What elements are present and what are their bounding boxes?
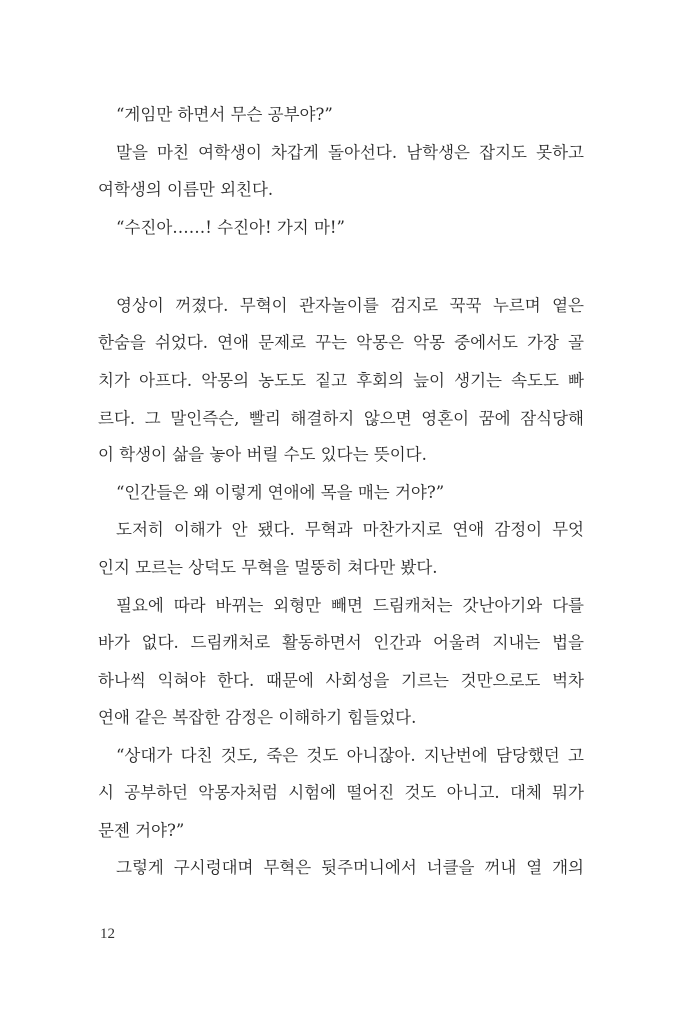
text-line: 연애 같은 복잡한 감정은 이해하기 힘들었다. <box>98 708 417 727</box>
text-line: “인간들은 왜 이렇게 연애에 목을 매는 거야?” <box>116 483 445 502</box>
text-line: “상대가 다친 것도, 죽은 것도 아니잖아. 지난번에 담당했던 고 <box>116 746 584 765</box>
text-line: 한숨을 쉬었다. 연애 문제로 꾸는 악몽은 악몽 중에서도 가장 골 <box>98 333 584 352</box>
text-line: 바가 없다. 드림캐처로 활동하면서 인간과 어울려 지내는 법을 <box>98 633 584 652</box>
text-line: 이 학생이 삶을 놓아 버릴 수도 있다는 뜻이다. <box>98 445 427 464</box>
text-line: 그렇게 구시렁대며 무혁은 뒷주머니에서 너클을 꺼내 열 개의 <box>116 858 584 877</box>
text-line: 여학생의 이름만 외친다. <box>98 180 274 199</box>
text-line: 하나씩 익혀야 한다. 때문에 사회성을 기르는 것만으로도 벅차 <box>98 671 584 690</box>
text-line: 문젠 거야?” <box>98 821 185 840</box>
text-line: “수진아……! 수진아! 가지 마!” <box>116 218 345 237</box>
text-line: “게임만 하면서 무슨 공부야?” <box>116 105 333 124</box>
text-line: 시 공부하던 악몽자처럼 시험에 떨어진 것도 아니고. 대체 뭐가 <box>98 783 584 802</box>
text-line: 영상이 꺼졌다. 무혁이 관자놀이를 검지로 꾹꾹 누르며 옅은 <box>116 296 584 315</box>
page-number: 12 <box>100 926 115 942</box>
text-line: 필요에 따라 바뀌는 외형만 빼면 드림캐처는 갓난아기와 다를 <box>116 596 584 615</box>
text-line: 르다. 그 말인즉슨, 빨리 해결하지 않으면 영혼이 꿈에 잠식당해 <box>98 409 584 428</box>
text-line: 치가 아프다. 악몽의 농도도 짙고 후회의 늪이 생기는 속도도 빠 <box>98 371 584 390</box>
text-line: 말을 마친 여학생이 차갑게 돌아선다. 남학생은 잡지도 못하고 <box>116 143 584 162</box>
text-line: 도저히 이해가 안 됐다. 무혁과 마찬가지로 연애 감정이 무엇 <box>116 520 584 539</box>
text-line: 인지 모르는 상덕도 무혁을 멀뚱히 쳐다만 봤다. <box>98 558 438 577</box>
